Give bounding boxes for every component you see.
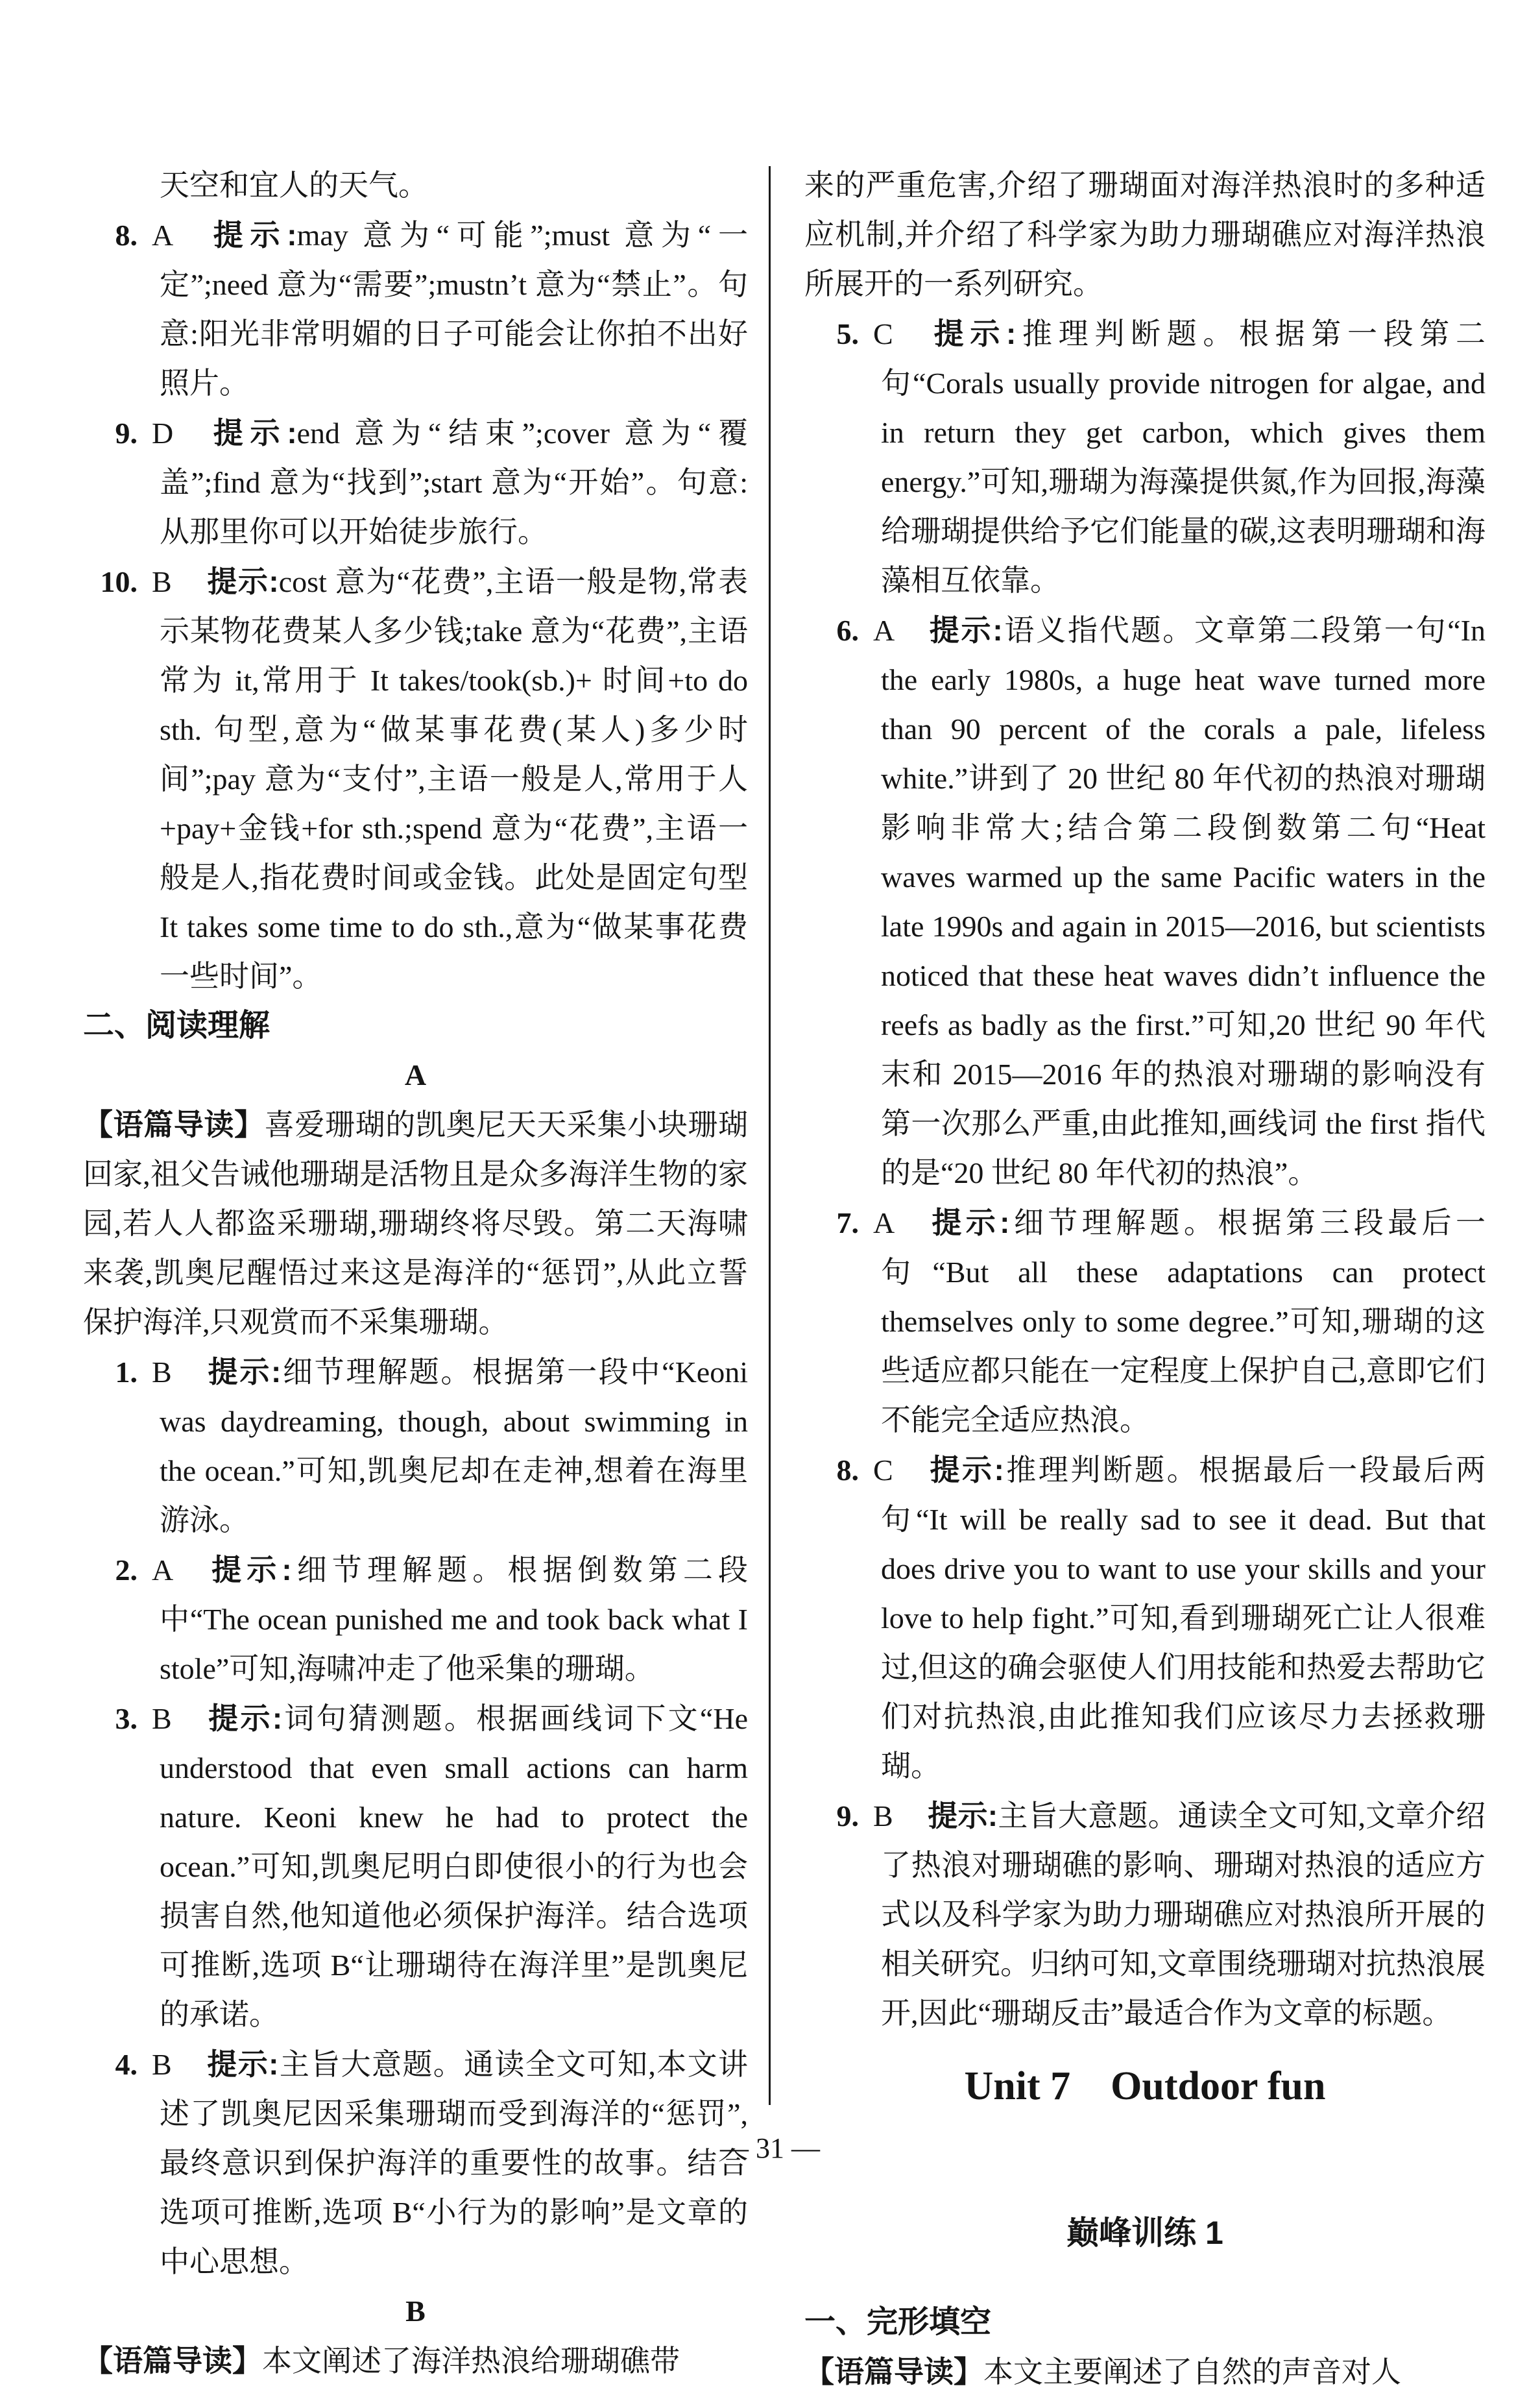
answer-item-10	[83, 557, 748, 1001]
item-text: 词句猜测题。根据画线词下文“He understood that even small actions can harm nature. Keoni knew he had to protect the ocean.”可知,凯奥尼明白即使很小的行为也会损害自然,他知道他必须保护海洋。结合选项可推断,选项 B“让珊瑚待在海洋里”是凯奥尼的承诺。	[160, 1702, 748, 2031]
section-heading-reading: 二、阅读理解	[83, 1008, 271, 1043]
page-number: — 31 —	[720, 2132, 820, 2164]
hint-label: 提示:	[928, 1799, 998, 1832]
item-number: 6.	[836, 614, 859, 647]
hint-label: 提示:	[206, 416, 297, 450]
answer-item-1	[83, 1347, 748, 1545]
item-number: 3.	[115, 1702, 138, 1735]
hint-label: 提示:	[928, 1453, 1004, 1487]
item-answer: A	[152, 1553, 174, 1587]
item-answer: B	[873, 1799, 893, 1832]
item-answer: C	[873, 317, 893, 350]
item-answer: D	[152, 417, 174, 450]
item-text: 推理判断题。根据最后一段最后两句“It will be really sad to see it dead. But that does drive you to want to use your skills and your love to help fight.”可知,看到珊瑚死亡让人很难过,但这的确会驱使人们用技能和热爱去帮助它们对抗热浪,由此推知我们应该尽力去拯救珊瑚。	[881, 1454, 1486, 1783]
unit-heading: Unit 7 Outdoor fun	[964, 2064, 1326, 2108]
item-number: 4.	[115, 2048, 138, 2081]
item-text: 细节理解题。根据倒数第二段中“The ocean punished me and took back what I stole”可知,海啸冲走了他采集的珊瑚。	[160, 1553, 748, 1685]
intro-text: 喜爱珊瑚的凯奥尼天天采集小块珊瑚回家,祖父告诫他珊瑚是活物且是众多海洋生物的家园,若人人都盗采珊瑚,珊瑚终将尽毁。第二天海啸来袭,凯奥尼醒悟过来这是海洋的“惩罚”,从此立誓保护海洋,只观赏而不采集珊瑚。	[83, 1108, 749, 1339]
hint-label: 提示:	[206, 2047, 279, 2081]
item-answer: B	[152, 565, 172, 598]
item-text: 主旨大意题。通读全文可知,本文讲述了凯奥尼因采集珊瑚而受到海洋的“惩罚”,最终意识到保护海洋的重要性的故事。结合选项可推断,选项 B“小行为的影响”是文章的中心思想。	[160, 2048, 748, 2278]
training-heading: 巅峰训练 1	[1066, 2215, 1223, 2251]
item-text: 主旨大意题。通读全文可知,文章介绍了热浪对珊瑚礁的影响、珊瑚对热浪的适应方式以及科学家为助力珊瑚礁应对热浪所开展的相关研究。归纳可知,文章围绕珊瑚对抗热浪展开,因此“珊瑚反击”最适合作为文章的标题。	[881, 1799, 1486, 2030]
answer-item-5	[804, 309, 1486, 605]
answer-item-9	[83, 408, 748, 557]
hint-label: 提示:	[928, 317, 1017, 350]
answer-item-6	[804, 605, 1486, 1198]
answer-item-3	[83, 1694, 748, 2039]
intro-text: 本文主要阐述了自然的声音对人	[983, 2355, 1401, 2389]
item-text: 细节理解题。根据第三段最后一句“But all these adaptations can protect themselves only to some degree.”可知,珊瑚的这些适应都只能在一定程度上保护自己,意即它们不能完全适应热浪。	[881, 1206, 1486, 1437]
answer-item-8-reading	[804, 1445, 1486, 1791]
passage-b-intro-continuation: 来的严重危害,介绍了珊瑚面对海洋热浪时的多种适应机制,并介绍了科学家为助力珊瑚礁应对海洋热浪所展开的一系列研究。	[804, 169, 1486, 300]
item-number: 2.	[115, 1553, 138, 1587]
item-text: cost 意为“花费”,主语一般是物,常表示某物花费某人多少钱;take 意为“花费”,主语常为 it,常用于 It takes/took(sb.)+ 时间+to do sth. 句型,意为“做某事花费(某人)多少时间”;pay 意为“支付”,主语一般是人,常用于人+pay+金钱+for sth.;spend 意为“花费”,主语一般是人,指花费时间或金钱。此处是固定句型 It takes some time to do sth.,意为“做某事花费一些时间”。	[160, 565, 748, 993]
item-answer: A	[873, 1206, 895, 1239]
item-number: 7.	[836, 1206, 859, 1239]
item-answer: C	[873, 1454, 893, 1487]
item-number: 8.	[836, 1454, 859, 1487]
daodu-label: 【语篇导读】	[83, 2344, 262, 2378]
intro-text: 本文阐述了海洋热浪给珊瑚礁带	[262, 2344, 680, 2378]
hint-label: 提示:	[206, 1701, 283, 1735]
daodu-label: 【语篇导读】	[83, 1108, 265, 1141]
hint-label: 提示:	[206, 218, 297, 252]
item-answer: B	[152, 1356, 172, 1389]
left-column	[83, 161, 748, 2386]
answer-item-2	[83, 1545, 748, 1694]
hint-label: 提示:	[206, 1553, 292, 1587]
passage-b-letter: B	[405, 2294, 426, 2328]
item-number: 9.	[836, 1799, 859, 1832]
item-text: 语义指代题。文章第二段第一句“In the early 1980s, a huge heat wave turned more than 90 percent of the corals a pale, lifeless white.”讲到了 20 世纪 80 年代初的热浪对珊瑚影响非常大;结合第二段倒数第二句“Heat waves warmed up the same Pacific waters in the late 1990s and again in 2015—2016, but scientists noticed that these heat waves didn’t influence the reefs as badly as the first.”可知,20 世纪 90 年代末和 2015—2016 年的热浪对珊瑚的影响没有第一次那么严重,由此推知,画线词 the first 指代的是“20 世纪 80 年代初的热浪”。	[881, 614, 1486, 1189]
hint-label: 提示:	[928, 1206, 1010, 1239]
item-answer: B	[152, 2048, 172, 2081]
item-text: 细节理解题。根据第一段中“Keoni was daydreaming, though, about swimming in the ocean.”可知,凯奥尼却在走神,想着在海里游泳。	[160, 1356, 748, 1537]
passage-a-intro	[83, 1100, 748, 1347]
item-number: 8.	[115, 219, 138, 252]
item-answer: A	[873, 614, 895, 647]
carryover-line: 天空和宜人的天气。	[160, 169, 428, 202]
item-number: 1.	[115, 1356, 138, 1389]
hint-label: 提示:	[928, 613, 1003, 647]
daodu-label: 【语篇导读】	[804, 2355, 983, 2389]
item-number: 9.	[115, 417, 138, 450]
hint-label: 提示:	[206, 565, 279, 598]
item-number: 5.	[836, 317, 859, 350]
section-heading-cloze: 一、完形填空	[804, 2305, 992, 2339]
item-number: 10.	[100, 565, 138, 598]
answer-item-7	[804, 1198, 1486, 1445]
cloze-intro	[804, 2347, 1486, 2397]
item-answer: B	[152, 1702, 172, 1735]
hint-label: 提示:	[206, 1355, 282, 1389]
item-text: end 意为“结束”;cover 意为“覆盖”;find 意为“找到”;start 意为“开始”。句意:从那里你可以开始徒步旅行。	[160, 417, 748, 548]
column-divider-line	[769, 166, 771, 2105]
right-column	[804, 161, 1486, 2397]
passage-b-intro	[83, 2336, 748, 2386]
item-text: may 意为“可能”;must 意为“一定”;need 意为“需要”;mustn’t 意为“禁止”。句意:阳光非常明媚的日子可能会让你拍不出好照片。	[160, 219, 748, 400]
item-text: 推理判断题。根据第一段第二句“Corals usually provide nitrogen for algae, and in return they get carbon, which gives them energy.”可知,珊瑚为海藻提供氮,作为回报,海藻给珊瑚提供给予它们能量的碳,这表明珊瑚和海藻相互依靠。	[881, 317, 1486, 597]
answer-item-9-reading	[804, 1791, 1486, 2038]
passage-a-letter: A	[404, 1058, 427, 1091]
item-answer: A	[152, 219, 174, 252]
answer-item-8	[83, 210, 748, 408]
